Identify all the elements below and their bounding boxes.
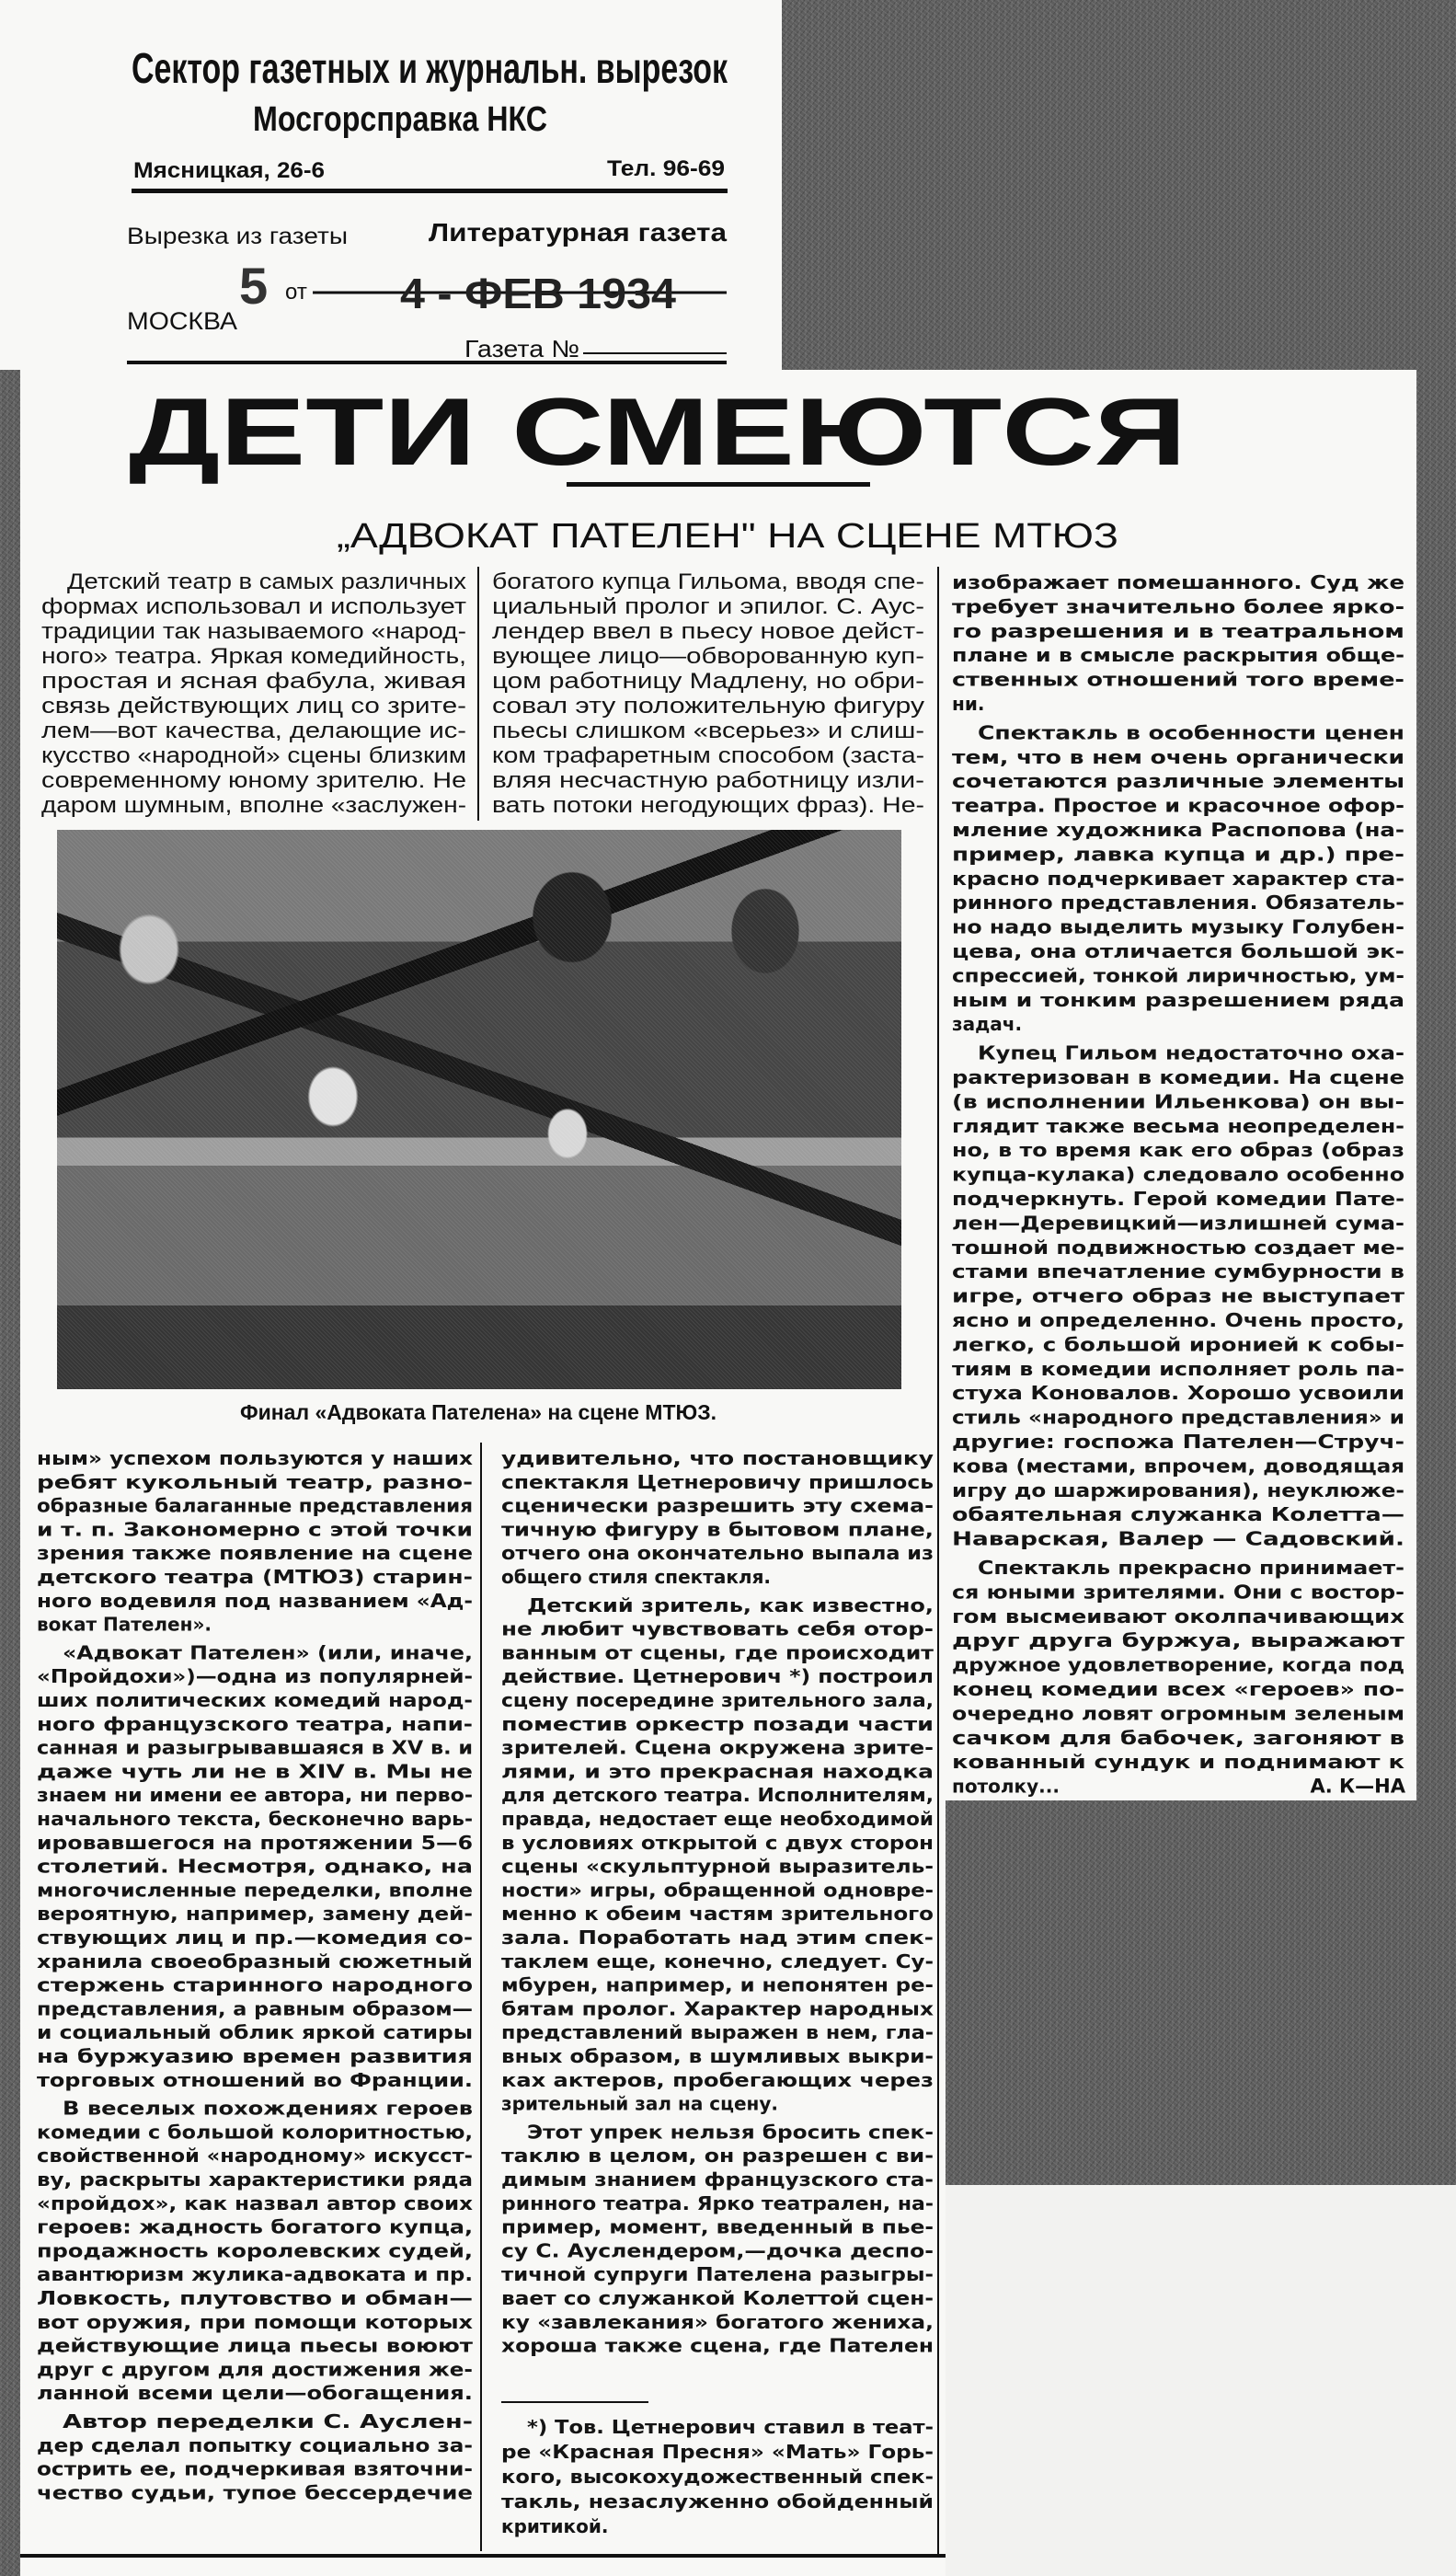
col1-top-text-line: связь действующих лиц со зрите- — [41, 694, 467, 719]
article-title: ДЕТИ СМЕЮТСЯ — [129, 379, 1187, 486]
col2-bottom-text-line: тичной супруги Пателена разыгры- — [501, 2263, 934, 2286]
col1-bottom-text-line: столетий. Несмотря, однако, на — [37, 1855, 473, 1878]
col3-text-line: красно подчеркивает характер ста- — [952, 867, 1404, 890]
col3-text-line: ся юными зрителями. Они с востор- — [952, 1581, 1404, 1604]
col1-bottom-text-line: многочисленные переделки, вполне — [37, 1879, 473, 1902]
col1-bottom-text-line: В веселых похождениях героев — [63, 2097, 473, 2120]
col2-bottom-text-line: для детского театра. Исполнителям, — [501, 1784, 934, 1807]
col1-bottom-text-line: начального текста, бесконечно варь- — [37, 1808, 473, 1830]
col1-bottom-text-line: и социальный облик яркой сатиры — [37, 2021, 473, 2044]
col3-text-line: кова (местами, впрочем, доводящая — [952, 1455, 1404, 1478]
col3-text-line: купца-кулака) следовало особенно — [952, 1163, 1404, 1186]
col1-bottom-text-line: острить ее, подчеркивая взяточни- — [37, 2457, 473, 2480]
col3-text-line: рактеризован в комедии. На сцене — [952, 1066, 1404, 1088]
col3-text-line: гом высмеивают околпачивающих — [952, 1604, 1405, 1627]
col1-bottom-text-line: «пройдох», как назвал автор своих — [37, 2191, 474, 2214]
col3-text-line: подчеркнуть. Герой комедии Пате- — [952, 1188, 1404, 1210]
col3-text-line: очередно ловят огромным зеленым — [952, 1702, 1404, 1725]
col3-text-line: плане и в смысле раскрытия обще- — [952, 644, 1404, 667]
col3-text-line: ринного представления. Обязатель- — [952, 891, 1404, 914]
clipping-from-label: Вырезка из газеты — [127, 224, 348, 249]
col1-bottom-text-line: ву, раскрыты характеристики ряда — [37, 2168, 473, 2191]
col1-bottom-text-line: санная и разыгрывавшаяся в XV в. и — [37, 1736, 473, 1759]
col3-text-line: ясно и определенно. Очень просто, — [952, 1309, 1404, 1331]
col1-top-text-line: современному юному зрителю. Не — [41, 768, 466, 793]
col2-bottom-text-line: вных образом, в шумливых выкри- — [501, 2045, 934, 2067]
col2-bottom-text-line: представлений выражен в нем, гла- — [501, 2021, 934, 2044]
col1-bottom-text-line: представления, а равным образом— — [37, 1997, 473, 2020]
col1-bottom-text-line: вероятную, например, замену дей- — [37, 1903, 473, 1926]
col1-bottom-text-line: стержень старинного народного — [37, 1973, 473, 1996]
footnote-text-line: такль, незаслуженно обойденный — [501, 2490, 934, 2513]
col1-bottom-text-line: ного водевиля под названием «Ад- — [37, 1589, 473, 1612]
col1-bottom-text-line: ланной всеми цели—обогащения. — [37, 2382, 473, 2405]
footnote-text-line: ре «Красная Пресня» «Мать» Горь- — [501, 2441, 934, 2463]
col3-text-line: тиям в комедии исполняет роль па- — [952, 1357, 1404, 1380]
col3-text-line: но, в то время как его образ (образ — [952, 1139, 1404, 1162]
col1-bottom-text-line: «Пройдохи»)—одна из популярней- — [37, 1665, 473, 1688]
issue-number-stamp: 5 — [239, 257, 269, 315]
col1-bottom-text-line: героев: жадность богатого купца, — [37, 2215, 473, 2238]
col3-text-line: тем, что в нем очень органически — [952, 745, 1404, 768]
col2-bottom-text-line: удивительно, что постановщику — [501, 1447, 934, 1469]
col1-bottom-text-line: хранила своеобразный сюжетный — [37, 1949, 473, 1972]
col1-bottom-text-line: образные балаганные представления — [37, 1494, 473, 1517]
col2-bottom-text-line: сцену посередине зрительного зала, — [501, 1689, 934, 1711]
col3-text-line: лен—Деревицкий—излишней сума- — [952, 1212, 1404, 1235]
col2-bottom-text-line: вает со служанкой Колеттой сцен- — [501, 2287, 934, 2309]
col3-text-line: стами впечатление сумбурности в — [952, 1260, 1404, 1283]
article-subtitle: „АДВОКАТ ПАТЕЛЕН" НА СЦЕНЕ МТЮЗ — [337, 517, 1118, 556]
col2-top-text-line: вать потоки негодующих фраз). Не- — [492, 793, 924, 818]
col3-text-line: легко, с большой иронией к собы- — [952, 1333, 1404, 1356]
col3-text-line: ным и тонким разрешением ряда — [952, 988, 1404, 1011]
col3-text-line: Спектакль прекрасно принимает- — [978, 1557, 1404, 1579]
col2-bottom-text-line: сцены «скульптурной выразитель- — [501, 1855, 934, 1878]
col1-bottom-text-line: ного французского театра, напи- — [37, 1712, 473, 1735]
col2-bottom-text-line: су С. Ауслендером,—дочка деспо- — [501, 2239, 934, 2262]
col1-bottom-text-line: на буржуазию времен развития — [37, 2045, 473, 2067]
col1-top-text-line: Детский театр в самых различных — [67, 569, 466, 594]
col2-bottom-text-line: спектакля Цетнеровичу пришлось — [501, 1470, 934, 1493]
col1-bottom-text-line: продажность королевских судей, — [37, 2239, 473, 2262]
col2-bottom-text-line: димым знанием французского ста- — [501, 2168, 934, 2191]
col3-text-line: другие: госпожа Пателен—Струч- — [952, 1431, 1404, 1453]
footnote-text-line: *) Тов. Цетнерович ставил в теат- — [527, 2416, 934, 2438]
col3-text-line: конец комедии всех «героев» по- — [952, 1678, 1404, 1700]
col2-bottom-text-line: не любит чувствовать себя отор- — [501, 1617, 934, 1640]
col2-bottom-text-line: тичную фигуру в бытовом плане, — [501, 1518, 934, 1541]
col1-top-text-line: традиции так называемого «народ- — [41, 619, 467, 644]
col3-text-line: изображает помешанного. Суд же — [952, 571, 1404, 593]
col1-bottom-text-line: детского театра (МТЮЗ) старин- — [37, 1566, 473, 1588]
col2-bottom-text-line: пример, момент, введенный в пье- — [501, 2215, 934, 2238]
col2-bottom-text-line: отчего она окончательно выпала из — [501, 1542, 934, 1565]
col3-text-line: спрессией, тонкой лиричностью, ум- — [952, 964, 1404, 987]
col1-bottom-text-line: вот оружия, при помощи которых — [37, 2310, 474, 2333]
col1-bottom-text-line: торговых отношений во Франции. — [37, 2068, 473, 2091]
photo-caption: Финал «Адвоката Пателена» на сцене МТЮЗ. — [239, 1400, 717, 1424]
gazette-number-label: Газета № — [464, 335, 579, 362]
col2-bottom-text-line: хороша также сцена, где Пателен — [501, 2334, 934, 2357]
col2-bottom-text-line: ку «завлекания» богатого жениха, — [501, 2310, 934, 2333]
col2-bottom-text-line: лями, и это прекрасная находка — [501, 1760, 934, 1783]
col3-text-line: задач. — [952, 1013, 1023, 1036]
col2-bottom-text-line: ванным от сцены, где происходит — [501, 1641, 934, 1664]
col2-bottom-text-line: поместив оркестр позади части — [501, 1712, 934, 1735]
from-label: от — [285, 280, 307, 305]
col1-top-text-line: кусство «народной» сцены близким — [41, 743, 466, 768]
col2-bottom-text-line: Детский зритель, как известно, — [527, 1593, 934, 1616]
col2-top-text-line: циальный пролог и эпилог. С. Аус- — [492, 594, 924, 619]
col1-bottom-text-line: авантюризм жулика-адвоката и пр. — [37, 2263, 473, 2286]
agency-name: Сектор газетных и журнальн. вырезок — [132, 44, 728, 92]
col1-bottom-text-line: знаем ни имени ее автора, ни перво- — [37, 1784, 473, 1807]
col2-top-text-line: лендер ввел в пьесу новое дейст- — [492, 619, 924, 644]
col1-bottom-text-line: зрения также появление на сцене — [37, 1542, 473, 1565]
col3-text-line: стиль «народного представления» и — [952, 1406, 1404, 1429]
col3-text-line: потолку... — [952, 1775, 1060, 1798]
col3-text-line: Спектакль в особенности ценен — [978, 721, 1404, 744]
col1-bottom-text-line: ребят кукольный театр, разно- — [37, 1470, 473, 1493]
col1-bottom-text-line: ших политических комедий народ- — [37, 1689, 473, 1711]
col2-bottom-text-line: менно к обеим частям зрительного — [501, 1903, 934, 1926]
col3-text-line: го разрешения и в театральном — [952, 619, 1404, 642]
col1-bottom-text-line: ствующих лиц и пр.—комедия со- — [37, 1926, 473, 1949]
col3-text-line: пример, лавка купца и др.) пре- — [952, 843, 1404, 866]
col1-bottom-text-line: чество судьи, тупое бессердечие — [37, 2481, 473, 2504]
col3-text-line: друг друга буржуа, выражают — [952, 1629, 1405, 1652]
col2-bottom-text-line: ках актеров, пробегающих через — [501, 2068, 934, 2091]
col3-text-line: цева, она отличается большой эк- — [952, 940, 1404, 962]
phone: Тел. 96-69 — [607, 156, 725, 181]
col2-bottom-text-line: таклем еще, конечно, следует. Су- — [501, 1949, 934, 1972]
footnote-text-line: критикой. — [501, 2515, 609, 2537]
col1-bottom-text-line: друг с другом для достижения же- — [37, 2358, 473, 2381]
col3-text-line: (в исполнении Ильенкова) он вы- — [952, 1090, 1404, 1113]
col2-bottom-text-line: общего стиля спектакля. — [501, 1566, 772, 1588]
col2-bottom-text-line: зрителей. Сцена окружена зрите- — [501, 1736, 934, 1759]
col3-text-line: обаятельная служанка Колетта— — [952, 1503, 1404, 1526]
col2-bottom-text-line: зрительный зал на сцену. — [501, 2092, 778, 2115]
col2-bottom-text-line: Этот упрек нельзя бросить спек- — [527, 2121, 934, 2144]
col1-bottom-text-line: «Адвокат Пателен» (или, иначе, — [63, 1641, 473, 1664]
col1-bottom-text-line: вокат Пателен». — [37, 1613, 212, 1636]
col1-bottom-text-line: ировавшегося на протяжении 5—6 — [37, 1831, 473, 1854]
col3-text-line: кованный сундук и поднимают к — [952, 1751, 1405, 1774]
col1-top-text-line: ного» театра. Яркая комедийность, — [41, 644, 466, 669]
col2-bottom-text-line: действие. Цетнерович *) построил — [501, 1665, 934, 1688]
col1-top-text-line: формах использовал и использует — [41, 594, 466, 619]
col3-text-line: сочетаются различные элементы — [952, 770, 1404, 793]
col2-top-text-line: ком трафаретным способом (заста- — [492, 743, 924, 768]
col2-bottom-text-line: сценически разрешить эту схема- — [501, 1494, 934, 1517]
footnote-text-line: кого, высокохудожественный спек- — [501, 2466, 934, 2488]
address: Мясницкая, 26-6 — [133, 158, 325, 183]
newspaper-name: Литературная газета — [429, 218, 728, 247]
col3-text-line: требует значительно более ярко- — [952, 595, 1404, 618]
col2-top-text-line: вляя несчастную работницу изли- — [492, 768, 924, 793]
col2-top-text-line: совал эту положительную фигуру — [492, 694, 924, 719]
col1-bottom-text-line: ным» успехом пользуются у наших — [37, 1447, 474, 1469]
city: МОСКВА — [127, 307, 237, 335]
col2-bottom-text-line: бятам пролог. Характер народных — [501, 1997, 934, 2020]
col2-bottom-text-line: мбурен, например, и непонятен ре- — [501, 1973, 934, 1996]
col3-text-line: Наварская, Валер — Садовский. — [952, 1527, 1404, 1550]
col2-bottom-text-line: зала. Поработать над этим спек- — [501, 1926, 934, 1949]
col1-bottom-text-line: Ловкость, плутовство и обман— — [37, 2287, 473, 2309]
col1-bottom-text-line: и т. п. Закономерно с этой точки — [37, 1518, 473, 1541]
col3-text-line: дружное удовлетворение, когда под — [952, 1653, 1404, 1676]
col2-bottom-text-line: ности» игры, обращенной одновре- — [501, 1879, 934, 1902]
col1-bottom-text-line: свойственной «народному» искусст- — [37, 2145, 473, 2168]
col1-bottom-text-line: комедии с большой колоритностью, — [37, 2121, 473, 2144]
col2-bottom-text-line: ринного театра. Ярко театрален, на- — [501, 2191, 934, 2214]
col2-top-text-line: цом работницу Мадлену, но обри- — [492, 669, 924, 694]
col2-bottom-text-line: в условиях открытой с двух сторон — [501, 1831, 934, 1854]
col1-top-text-line: лем—вот качества, делающие ис- — [41, 719, 466, 743]
col2-top-text-line: богатого купца Гильома, вводя спе- — [492, 569, 924, 594]
col1-bottom-text-line: даже чуть ли не в XIV в. Мы не — [37, 1760, 473, 1783]
col3-text-line: но надо выделить музыку Голубен- — [952, 915, 1404, 938]
col1-top-text-line: простая и ясная фабула, живая — [41, 669, 466, 694]
organization-name: Мосгорсправка НКС — [253, 100, 547, 139]
col3-text-line: игру до шаржирования), неуклюже- — [952, 1478, 1404, 1501]
col2-bottom-text-line: таклю в целом, он разрешен с ви- — [501, 2145, 934, 2168]
col3-text-line: стуха Коновалов. Хорошо усвоили — [952, 1382, 1404, 1405]
col1-bottom-text-line: Автор переделки С. Ауслен- — [63, 2410, 473, 2432]
col3-text-line: театра. Простое и красочное офор- — [952, 794, 1404, 817]
col3-text-line: тошной подвижностью создает ме- — [952, 1236, 1404, 1259]
col3-text-line: мление художника Распопова (на- — [952, 819, 1404, 841]
col3-text-line: Купец Гильом недостаточно оха- — [978, 1041, 1404, 1064]
col2-bottom-text-line: правда, недостает еще необходимой — [501, 1808, 934, 1830]
col1-top-text-line: даром шумным, вполне «заслужен- — [41, 793, 466, 818]
col3-text-line: ни. — [952, 693, 985, 715]
col3-text-line: глядит также весьма неопределен- — [952, 1114, 1404, 1137]
date-stamp: 4 - ФЕВ 1934 — [400, 270, 677, 317]
author-signature: А. К—НА — [1310, 1775, 1405, 1798]
col1-bottom-text-line: действующие лица пьесы воюют — [37, 2334, 474, 2357]
col2-top-text-line: пьесы слишком «всерьез» и слиш- — [492, 719, 924, 743]
col2-top-text-line: вующее лицо—обворованную куп- — [492, 644, 924, 669]
col1-bottom-text-line: дер сделал попытку социально за- — [37, 2433, 473, 2456]
col3-text-line: игре, отчего образ не выступает — [952, 1284, 1405, 1307]
col3-text-line: ственных отношений того време- — [952, 668, 1404, 691]
col3-text-line: сачком для бабочек, загоняют в — [952, 1726, 1404, 1749]
